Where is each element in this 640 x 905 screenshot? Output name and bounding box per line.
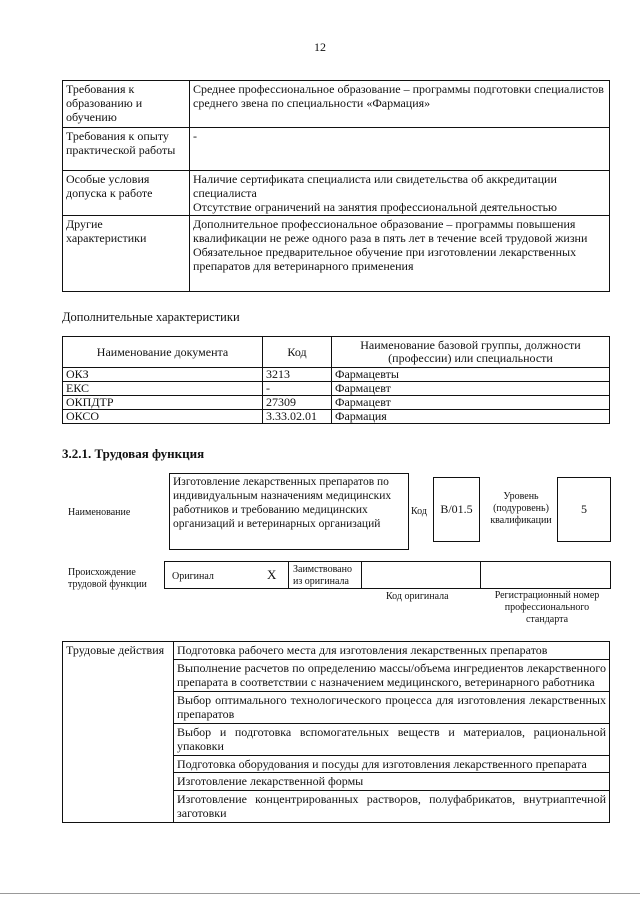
cell: ОКПДТР [63,396,263,410]
origin-row [164,561,611,589]
col-header: Наименование базовой группы, должности (профессии) или специальности [332,337,610,368]
table-row [63,396,610,410]
requirement-label: Другие характеристики [63,216,190,292]
requirement-value: Обязательное предварительное обучение при изготовлении лекарственных препаратов для ветеринарного применения [193,245,577,273]
additional-title: Дополнительные характеристики [62,310,240,324]
col-header: Наименование документа [63,337,263,368]
requirement-value: Отсутствие ограничений на занятия профессиональной деятельностью [193,200,558,214]
labor-actions-label: Трудовые действия [63,642,174,823]
requirement-value: Среднее профессиональное образование – программы подготовки специалистов среднего звена по специальности «Фармация» [190,81,610,128]
page-number: 12 [314,40,326,54]
function-code: B/01.5 [433,477,480,542]
reg-number-caption: Регистрационный номер профессионального стандарта [494,590,600,625]
requirement-value: Дополнительное профессиональное образование – программы повышения квалификации не реже одного раза в пять лет в течение всей трудовой жизни [193,217,588,245]
requirement-value: Наличие сертификата специалиста или свидетельства об аккредитации специалиста [193,172,557,200]
cell: - [263,382,332,396]
requirements-table [62,80,610,292]
level-value: 5 [557,477,611,542]
borrowed-label: Заимствовано из оригинала [293,564,352,587]
name-label: Наименование [68,507,131,518]
labor-action: Подготовка рабочего места для изготовления лекарственных препаратов [174,642,610,660]
table-row [63,410,610,424]
requirement-label: Требования к опыту практической работы [63,128,190,171]
labor-action: Выбор оптимального технологического процесса для изготовления лекарственных препаратов [174,691,610,723]
cell: Фармацевт [332,396,610,410]
labor-action: Изготовление лекарственной формы [174,773,610,791]
cell: 3.33.02.01 [263,410,332,424]
code-label: Код [411,506,427,517]
cell: Фармацевты [332,368,610,382]
requirement-label: Требования к образованию и обучению [63,81,190,128]
level-label: Уровень (подуровень) квалификации [490,491,552,526]
table-row [63,382,610,396]
table-row [63,128,610,171]
requirement-label: Особые условия допуска к работе [63,171,190,216]
requirement-value: - [190,128,610,171]
cell: Фармация [332,410,610,424]
code-original-caption: Код оригинала [386,591,449,602]
codes-table [62,336,610,424]
cell: Фармацевт [332,382,610,396]
table-row [63,368,610,382]
work-function-title: 3.2.1. Трудовая функция [62,446,205,461]
table-row [63,216,610,292]
page-edge [0,893,640,894]
cell: 3213 [263,368,332,382]
origin-label: Происхождение трудовой функции [68,567,147,590]
function-name: Изготовление лекарственных препаратов по индивидуальным назначениям медицинских работников и требованию медицинских организаций и ветеринарных организаций [169,473,409,550]
table-row [63,171,610,216]
original-label: Оригинал [172,571,214,582]
cell: ЕКС [63,382,263,396]
cell: ОКСО [63,410,263,424]
cell: ОКЗ [63,368,263,382]
col-header: Код [263,337,332,368]
table-row [63,81,610,128]
labor-actions-table [62,641,610,823]
labor-action: Выполнение расчетов по определению массы/объема ингредиентов лекарственного препарата в соответствии с назначением медицинского, ветеринарного работника [174,659,610,691]
cell: 27309 [263,396,332,410]
original-mark: X [267,567,277,582]
labor-action: Изготовление концентрированных растворов, полуфабрикатов, внутриаптечной заготовки [174,790,610,822]
labor-action: Выбор и подготовка вспомогательных веществ и материалов, рациональной упаковки [174,723,610,755]
table-header-row [63,337,610,368]
labor-action: Подготовка оборудования и посуды для изготовления лекарственного препарата [174,755,610,773]
table-row [63,642,610,660]
